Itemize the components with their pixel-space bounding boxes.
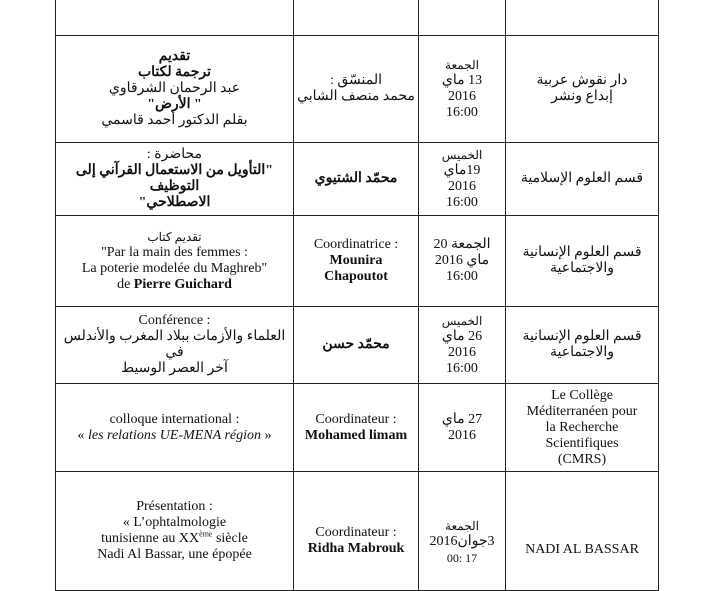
organizer-cell	[506, 472, 659, 591]
event-line: Conférence :	[138, 313, 211, 328]
coordinator-line: Coordinatrice :	[313, 237, 399, 252]
event-line: "Par la main des femmes :	[101, 245, 248, 260]
event-line	[59, 531, 290, 547]
date-line: 16:00	[446, 361, 478, 376]
organizer-cell	[506, 36, 659, 143]
table-row	[56, 472, 659, 591]
event-line: Présentation :	[136, 499, 213, 514]
date-cell	[419, 384, 506, 472]
event-text: de	[117, 277, 134, 292]
event-text: siècle	[212, 531, 248, 546]
event-line	[59, 428, 290, 444]
coordinator-line: Mohamed limam	[304, 427, 408, 443]
event-author: Pierre Guichard	[133, 277, 232, 292]
organizer-line: Le Collège	[551, 387, 613, 403]
event-line: الاصطلاحي"	[138, 195, 211, 210]
header-event	[56, 0, 294, 36]
date-line: 19ماي	[443, 163, 481, 178]
date-line: 13 ماي	[441, 73, 483, 88]
table-row	[56, 216, 659, 307]
event-line: La poterie modelée du Maghreb"	[81, 261, 268, 276]
organizer-cell	[506, 307, 659, 384]
organizer-line: la Recherche	[545, 419, 619, 435]
organizer-line: NADI AL BASSAR	[525, 542, 639, 557]
organizer-cell	[506, 143, 659, 216]
table-row	[56, 143, 659, 216]
header-organizer	[506, 0, 659, 36]
coordinator-cell	[294, 216, 419, 307]
table-row	[56, 307, 659, 384]
event-line: محاضرة :	[146, 147, 203, 162]
coordinator-line: محمّد الشتيوي	[314, 171, 398, 186]
date-line: 2016	[448, 345, 476, 360]
date-line: 26 ماي	[441, 329, 483, 344]
event-line: العلماء والأزمات ببلاد المغرب والأندلس في	[63, 329, 286, 360]
coordinator-line: محمّد حسن	[322, 337, 390, 352]
event-line: ترجمة لكتاب	[137, 65, 212, 80]
date-line: الجمعة	[445, 519, 479, 533]
event-cell	[56, 216, 294, 307]
date-line: 2016	[448, 89, 476, 104]
coordinator-line: Coordinateur :	[315, 411, 397, 427]
coordinator-cell	[294, 143, 419, 216]
organizer-line: قسم العلوم الإنسانية	[522, 245, 642, 260]
event-cell	[56, 384, 294, 472]
date-line: 16:00	[446, 195, 478, 210]
coordinator-cell	[294, 384, 419, 472]
event-title: les relations UE-MENA région	[87, 427, 262, 443]
date-line: 17 :00	[446, 551, 478, 565]
date-cell	[419, 307, 506, 384]
event-text: tunisienne au XX	[101, 531, 200, 546]
event-quote-open: «	[77, 427, 88, 443]
coordinator-line: Coordinateur :	[315, 525, 397, 540]
header-date	[419, 0, 506, 36]
event-cell	[56, 143, 294, 216]
event-line: Nadi Al Bassar, une épopée	[97, 547, 252, 562]
date-line: الخميس	[441, 148, 483, 162]
date-line: 3جوان2016	[429, 534, 495, 549]
header-row	[56, 0, 659, 36]
header-coordinator	[294, 0, 419, 36]
table-row	[56, 36, 659, 143]
organizer-line: والاجتماعية	[550, 345, 614, 360]
event-line: آخر العصر الوسيط	[121, 361, 228, 376]
coordinator-line: المنسّق :	[329, 73, 383, 88]
event-line: colloque international :	[109, 411, 240, 427]
event-line: « L’ophtalmologie	[122, 515, 227, 530]
organizer-line: Méditerranéen pour	[526, 403, 638, 419]
event-quote-close: »	[261, 427, 272, 443]
coordinator-cell	[294, 472, 419, 591]
event-superscript: ème	[199, 529, 213, 539]
date-line: 27 ماي	[441, 411, 483, 427]
event-cell	[56, 472, 294, 591]
date-line: الجمعة	[445, 58, 479, 72]
organizer-cell	[506, 384, 659, 472]
organizer-line: دار نقوش عربية	[536, 73, 628, 88]
date-line: 16:00	[446, 105, 478, 120]
date-line: 16:00	[446, 269, 478, 284]
organizer-cell	[506, 216, 659, 307]
coordinator-line: Ridha Mabrouk	[307, 541, 405, 556]
date-cell	[419, 472, 506, 591]
date-cell	[419, 36, 506, 143]
organizer-line: قسم العلوم الإسلامية	[520, 171, 644, 186]
event-line: " الأرض"	[147, 97, 202, 112]
date-line: ماي 2016	[434, 253, 490, 268]
organizer-line: (CMRS)	[557, 451, 607, 467]
event-line: "التأويل من الاستعمال القرآني إلى التوظيف	[75, 163, 274, 194]
event-line: تقديم	[158, 49, 191, 64]
coordinator-line: محمد منصف الشابي	[297, 89, 415, 104]
date-line: الخميس	[441, 314, 483, 328]
date-line: 2016	[448, 427, 476, 443]
organizer-line: والاجتماعية	[550, 261, 614, 276]
date-line: الجمعة 20	[433, 237, 491, 252]
coordinator-line: Mounira	[329, 253, 383, 268]
event-line: بقلم الدكتور أحمد قاسمي	[101, 113, 248, 128]
organizer-line: قسم العلوم الإنسانية	[522, 329, 642, 344]
organizer-line: Scientifiques	[545, 435, 619, 451]
event-line	[59, 277, 290, 293]
date-line: 2016	[448, 179, 476, 194]
schedule-table	[55, 0, 659, 591]
date-cell	[419, 216, 506, 307]
event-cell	[56, 307, 294, 384]
event-line: تقديم كتاب	[147, 230, 202, 244]
coordinator-cell	[294, 307, 419, 384]
coordinator-cell	[294, 36, 419, 143]
coordinator-line: Chapoutot	[324, 269, 388, 284]
date-cell	[419, 143, 506, 216]
organizer-line: إبداع ونشر	[551, 89, 613, 104]
event-line: عبد الرحمان الشرقاوي	[108, 81, 241, 96]
event-cell	[56, 36, 294, 143]
table-row	[56, 384, 659, 472]
